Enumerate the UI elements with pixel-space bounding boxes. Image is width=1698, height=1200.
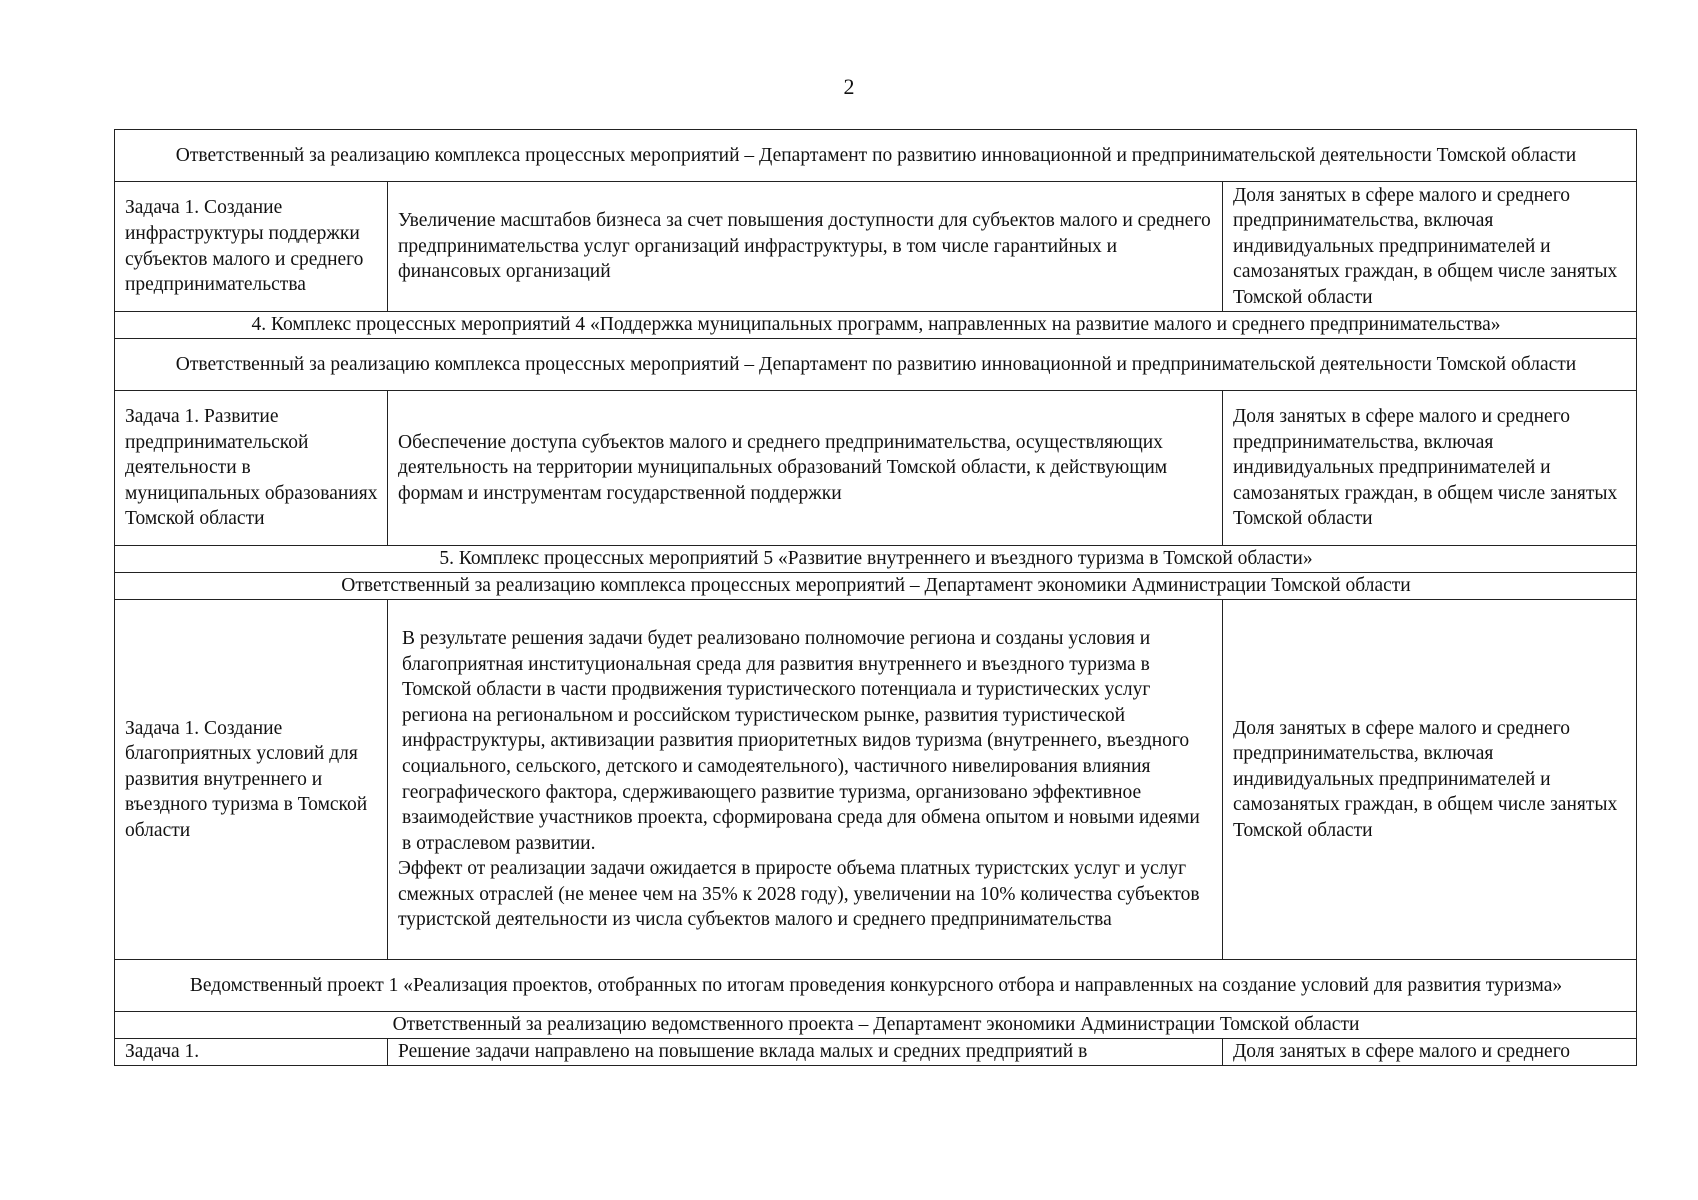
result-cell: Увеличение масштабов бизнеса за счет повышения доступности для субъектов малого и среднего предпринимательства услуг организаций инфраструктуры, в том числе гарантийных и финансовых организаций (388, 182, 1223, 312)
responsible-row: Ответственный за реализацию ведомственного проекта – Департамент экономики Администрации Томской области (115, 1012, 1637, 1039)
responsible-row: Ответственный за реализацию комплекса процессных мероприятий – Департамент по развитию инновационной и предпринимательской деятельности Томской области (115, 339, 1637, 391)
table-row (115, 600, 1637, 960)
table-row (115, 1012, 1637, 1039)
task-cell: Задача 1. Создание благоприятных условий для развития внутреннего и въездного туризма в Томской области (115, 600, 388, 960)
table-row (115, 182, 1637, 312)
indicator-cell: Доля занятых в сфере малого и среднего предпринимательства, включая индивидуальных предпринимателей и самозанятых граждан, в общем числе занятых Томской области (1223, 600, 1637, 960)
table-row (115, 339, 1637, 391)
result-cell (388, 600, 1223, 960)
indicator-cell: Доля занятых в сфере малого и среднего предпринимательства, включая индивидуальных предпринимателей и самозанятых граждан, в общем числе занятых Томской области (1223, 182, 1637, 312)
result-cell: Обеспечение доступа субъектов малого и среднего предпринимательства, осуществляющих деятельность на территории муниципальных образований Томской области, к действующим формам и инструментам государственной поддержки (388, 391, 1223, 546)
responsible-row: Ответственный за реализацию комплекса процессных мероприятий – Департамент экономики Администрации Томской области (115, 573, 1637, 600)
result-paragraph: В результате решения задачи будет реализовано полномочие региона и созданы условия и благоприятная институциональная среда для развития внутреннего и въездного туризма в Томской области в части продвижения туристического потенциала и туристических услуг региона на региональном и российском туристическом рынке, развития туристической инфраструктуры, активизации развития приоритетных видов туризма (внутреннего, въездного социального, сельского, детского и самодеятельного), частичного нивелирования влияния географического фактора, сдерживающего развитие туризма, организовано эффективное взаимодействие участников проекта, сформирована среда для обмена опытом и новыми идеями в отраслевом развитии. (402, 627, 1200, 854)
indicator-cell: Доля занятых в сфере малого и среднего (1223, 1039, 1637, 1066)
program-structure-table (114, 129, 1637, 1066)
result-paragraph: Эффект от реализации задачи ожидается в приросте объема платных туристских услуг и услуг смежных отраслей (не менее чем на 35% к 2028 году), увеличении на 10% количества субъектов туристской деятельности из числа субъектов малого и среднего предпринимательства (398, 858, 1200, 931)
table-row (115, 573, 1637, 600)
table-row (115, 391, 1637, 546)
indicator-cell: Доля занятых в сфере малого и среднего предпринимательства, включая индивидуальных предпринимателей и самозанятых граждан, в общем числе занятых Томской области (1223, 391, 1637, 546)
complex-heading: 4. Комплекс процессных мероприятий 4 «Поддержка муниципальных программ, направленных на развитие малого и среднего предпринимательства» (115, 312, 1637, 339)
table-row (115, 130, 1637, 182)
task-cell: Задача 1. Развитие предпринимательской деятельности в муниципальных образованиях Томской области (115, 391, 388, 546)
task-cell: Задача 1. Создание инфраструктуры поддержки субъектов малого и среднего предпринимательства (115, 182, 388, 312)
task-cell: Задача 1. (115, 1039, 388, 1066)
table-row (115, 312, 1637, 339)
result-cell: Решение задачи направлено на повышение вклада малых и средних предприятий в (388, 1039, 1223, 1066)
page-number: 2 (843, 74, 855, 99)
responsible-row: Ответственный за реализацию комплекса процессных мероприятий – Департамент по развитию инновационной и предпринимательской деятельности Томской области (115, 130, 1637, 182)
table-row (115, 546, 1637, 573)
complex-heading: 5. Комплекс процессных мероприятий 5 «Развитие внутреннего и въездного туризма в Томской области» (115, 546, 1637, 573)
project-heading: Ведомственный проект 1 «Реализация проектов, отобранных по итогам проведения конкурсного отбора и направленных на создание условий для развития туризма» (115, 960, 1637, 1012)
table-row (115, 1039, 1637, 1066)
table-row (115, 960, 1637, 1012)
